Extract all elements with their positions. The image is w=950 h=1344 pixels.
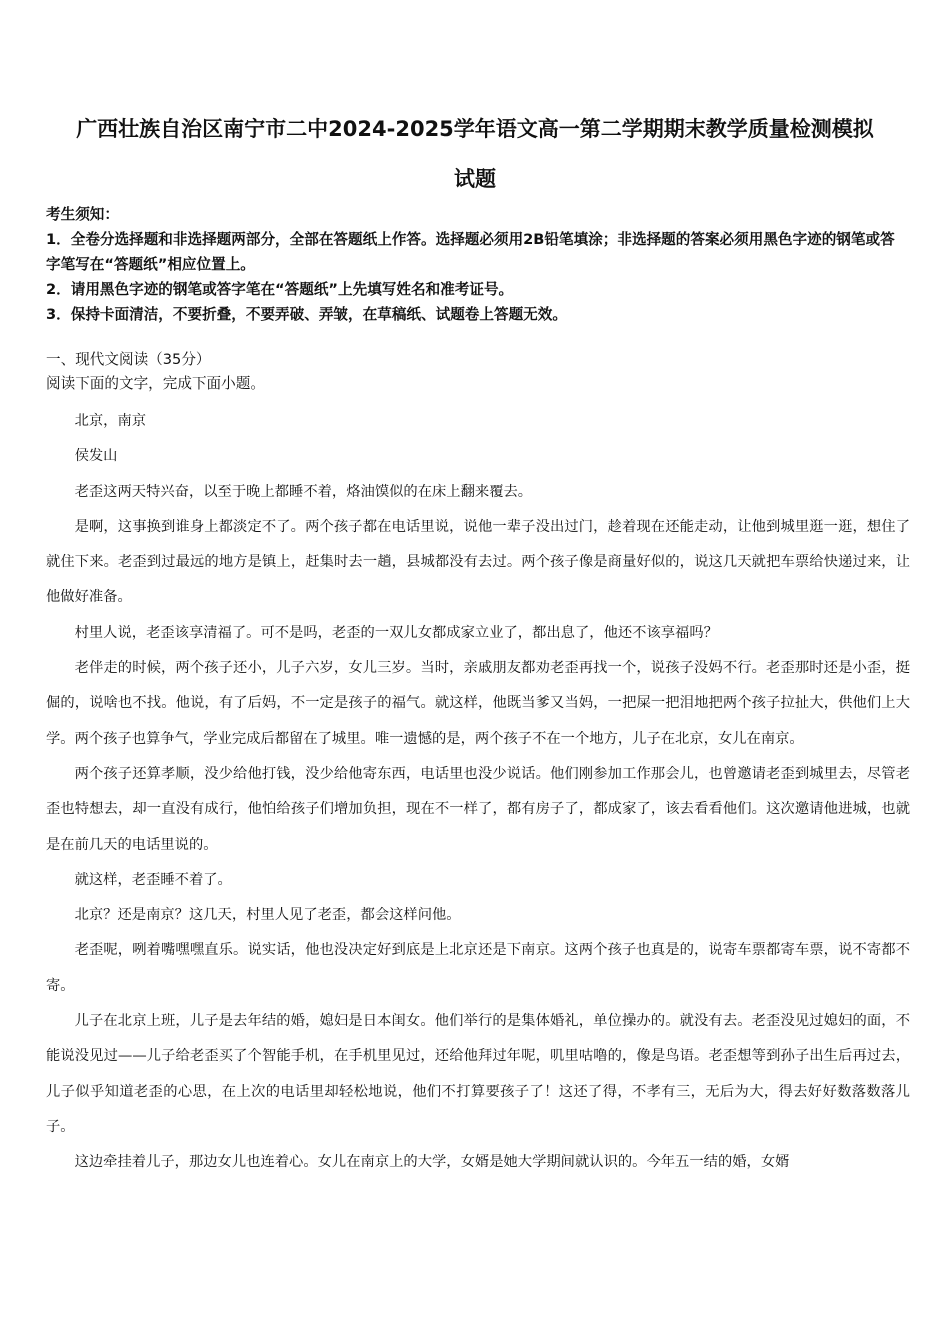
notice-heading: 考生须知： <box>46 206 119 223</box>
section-instruction: 阅读下面的文字，完成下面小题。 <box>46 375 265 392</box>
article-body <box>46 404 910 1181</box>
section-header <box>46 348 908 396</box>
notice-item: 3．保持卡面清洁，不要折叠，不要弄破、弄皱，在草稿纸、试题卷上答题无效。 <box>46 306 567 323</box>
notice-item: 2．请用黑色字迹的钢笔或答字笔在“答题纸”上先填写姓名和准考证号。 <box>46 281 514 298</box>
article-paragraph: 老伴走的时候，两个孩子还小，儿子六岁，女儿三岁。当时，亲戚朋友都劝老歪再找一个，说孩子没妈不行。老歪那时还是小歪，挺倔的，说啥也不找。他说，有了后妈，不一定是孩子的福气。就这样，他既当爹又当妈，一把屎一把泪地把两个孩子拉扯大，供他们上大学。两个孩子也算争气，学业完成后都留在了城里。唯一遗憾的是，两个孩子不在一个地方，儿子在北京，女儿在南京。 <box>46 660 910 747</box>
document-title-line-2: 试题 <box>454 167 496 191</box>
article-paragraph: 就这样，老歪睡不着了。 <box>74 871 232 888</box>
document-title-line-1: 广西壮族自治区南宁市二中2024-2025学年语文高一第二学期期末教学质量检测模拟 <box>76 117 874 141</box>
article-paragraph: 老歪这两天特兴奋，以至于晚上都睡不着，烙油馍似的在床上翻来覆去。 <box>74 483 533 500</box>
notice-item: 1．全卷分选择题和非选择题两部分，全部在答题纸上作答。选择题必须用2B铅笔填涂；非选择题的答案必须用黑色字迹的钢笔或答字笔写在“答题纸”相应位置上。 <box>46 231 895 273</box>
article-title: 北京，南京 <box>74 413 147 429</box>
section-title: 一、现代文阅读（35分） <box>46 351 211 368</box>
article-paragraph: 两个孩子还算孝顺，没少给他打钱，没少给他寄东西，电话里也没少说话。他们刚参加工作那会儿，也曾邀请老歪到城里去，尽管老歪也特想去，却一直没有成行，他怕给孩子们增加负担，现在不一样了，都有房子了，都成家了，该去看看他们。这次邀请他进城，也就是在前几天的电话里说的。 <box>46 765 910 853</box>
article-paragraph: 老歪呢，咧着嘴嘿嘿直乐。说实话，他也没决定好到底是上北京还是下南京。这两个孩子也真是的，说寄车票都寄车票，说不寄都不寄。 <box>46 942 910 994</box>
article-paragraph: 这边牵挂着儿子，那边女儿也连着心。女儿在南京上的大学，女婿是她大学期间就认识的。今年五一结的婚，女婿 <box>74 1154 790 1171</box>
article-paragraph: 北京？还是南京？这几天，村里人见了老歪，都会这样问他。 <box>74 907 461 924</box>
article-paragraph: 是啊，这事换到谁身上都淡定不了。两个孩子都在电话里说，说他一辈子没出过门，趁着现在还能走动，让他到城里逛一逛，想住了就住下来。老歪到过最远的地方是镇上，赶集时去一趟，县城都没有去过。两个孩子像是商量好似的，说这几天就把车票给快递过来，让他做好准备。 <box>46 518 910 606</box>
exam-notice <box>46 202 908 327</box>
article-author: 侯发山 <box>74 448 118 465</box>
article-paragraph: 儿子在北京上班，儿子是去年结的婚，媳妇是日本闺女。他们举行的是集体婚礼，单位操办的。就没有去。老歪没见过媳妇的面，不能说没见过——儿子给老歪买了个智能手机，在手机里见过，还给他拜过年呢，叽里咕噜的，像是鸟语。老歪想等到孙子出生后再过去，儿子似乎知道老歪的心思，在上次的电话里却轻松地说，他们不打算要孩子了！这还了得，不孝有三，无后为大，得去好好数落数落儿子。 <box>46 1013 910 1135</box>
article-paragraph: 村里人说，老歪该享清福了。可不是吗，老歪的一双儿女都成家立业了，都出息了，他还不该享福吗？ <box>74 624 718 641</box>
